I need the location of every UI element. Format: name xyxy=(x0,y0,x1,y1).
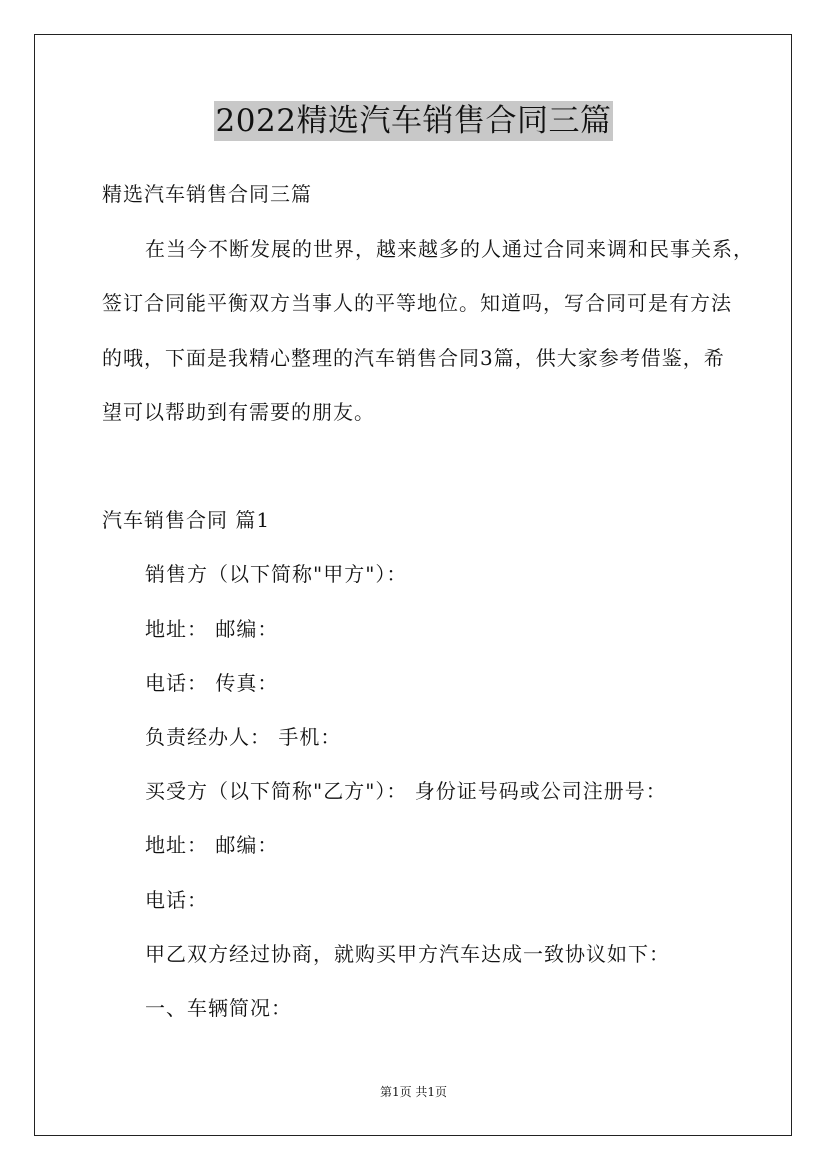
page-footer: 第1页 共1页 xyxy=(379,1085,448,1099)
contract-line: 一、车辆简况： xyxy=(145,996,292,1020)
contract-line: 电话： 传真： xyxy=(145,671,279,695)
section-heading: 汽车销售合同 篇1 xyxy=(102,508,271,532)
document-title: 2022精选汽车销售合同三篇 xyxy=(215,103,612,139)
contract-line: 甲乙双方经过协商，就购买甲方汽车达成一致协议如下： xyxy=(145,942,670,966)
intro-line: 在当今不断发展的世界，越来越多的人通过合同来调和民事关系， xyxy=(145,237,754,261)
title-container xyxy=(0,101,827,141)
document-subtitle: 精选汽车销售合同三篇 xyxy=(102,182,312,206)
contract-line: 电话： xyxy=(145,888,208,912)
contract-line: 买受方（以下简称"乙方"）： 身份证号码或公司注册号： xyxy=(145,779,667,803)
contract-line: 负责经办人： 手机： xyxy=(145,725,342,749)
intro-line: 签订合同能平衡双方当事人的平等地位。知道吗，写合同可是有方法 xyxy=(102,291,732,315)
intro-line: 望可以帮助到有需要的朋友。 xyxy=(102,400,375,424)
contract-line: 地址： 邮编： xyxy=(145,617,279,641)
intro-line: 的哦，下面是我精心整理的汽车销售合同3篇，供大家参考借鉴，希 xyxy=(102,346,725,370)
contract-line: 销售方（以下简称"甲方"）： xyxy=(145,562,408,586)
contract-line: 地址： 邮编： xyxy=(145,833,279,857)
